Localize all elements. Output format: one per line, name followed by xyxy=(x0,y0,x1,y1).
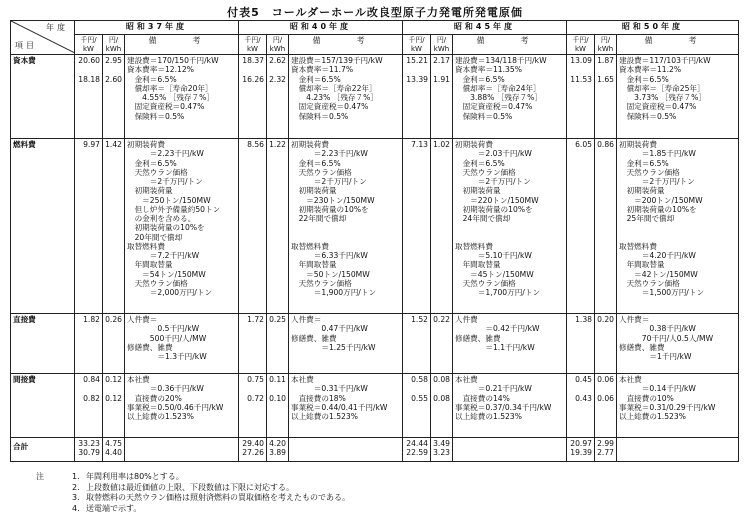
total-s40-gen: 4.20 3.89 xyxy=(267,438,289,462)
total-s40-cap: 29.40 27.26 xyxy=(239,438,267,462)
indirect-s37-notes: 本社費 ＝0.36千円/kW 直接費の20% 事業税＝0.50/0.46千円/kW 以上総費の1.523% xyxy=(125,374,239,438)
direct-s37-gen: 0.26 xyxy=(103,314,125,374)
fuel-s37-notes: 初期装荷費 ＝2.23千円/kW 金利＝6.5% 天然ウラン価格 ＝2千万円/トン 初期装荷量 ＝250トン/150MW 但し炉外予備量約50トン の金利を含める。 初期装荷量の10%を 20年間で償却 取替燃料費 ＝7.2千円/kW 年間取替量 ＝54トン/150MW 天然ウラン価格 ＝2,000万円/トン xyxy=(125,139,239,314)
unit-gen: 円/ kWh xyxy=(431,35,453,55)
direct-s40-gen: 0.25 xyxy=(267,314,289,374)
fuel-s40-notes: 初期装荷費 ＝2.23千円/kW 金利＝6.5% 天然ウラン価格 ＝2千万円/トン 初期装荷量 ＝230トン/150MW 初期装荷量の10%を 22年間で償却 取替燃料費 ＝6.33千円/kW 年間取替量 ＝50トン/150MW 天然ウラン価格 ＝1,900万円/トン xyxy=(289,139,403,314)
direct-s37-cap: 1.82 xyxy=(75,314,103,374)
unit-cap: 千円/ kW xyxy=(239,35,267,55)
notes-header: 備 考 xyxy=(125,35,239,55)
capital-s40-cap: 18.37 16.26 xyxy=(239,55,267,139)
footnote-text: 年間利用率は80%とする。 xyxy=(86,472,184,481)
indirect-s45-cap: 0.58 0.55 xyxy=(403,374,431,438)
fuel-s45-cap: 7.13 xyxy=(403,139,431,314)
unit-cap: 千円/ kW xyxy=(75,35,103,55)
row-label-total: 合計 xyxy=(11,438,75,462)
indirect-s45-notes: 本社費 ＝0.21千円/kW 直接費の14% 事業税＝0.37/0.34千円/kW 以上総費の1.523% xyxy=(453,374,567,438)
row-label-indirect: 間接費 xyxy=(11,374,75,438)
capital-s50-cap: 13.09 11.53 xyxy=(567,55,595,139)
total-s37-cap: 33.23 30.79 xyxy=(75,438,103,462)
fuel-s50-notes: 初期装荷費 ＝1.85千円/kW 金利＝6.5% 天然ウラン価格 ＝2千万円/トン 初期装荷量 ＝200トン/150MW 初期装荷量の10%を 25年間で償却 取替燃料費 ＝4.20千円/kW 年間取替量 ＝42トン/150MW 天然ウラン価格 ＝1,500万円/トン xyxy=(617,139,739,314)
era-header-s50: 昭和50年度 xyxy=(567,21,739,35)
direct-s50-cap: 1.38 xyxy=(567,314,595,374)
fuel-s50-gen: 0.86 xyxy=(595,139,617,314)
fuel-s40-gen: 1.22 xyxy=(267,139,289,314)
capital-s37-cap: 20.60 18.18 xyxy=(75,55,103,139)
notes-header: 備 考 xyxy=(453,35,567,55)
fuel-s45-gen: 1.02 xyxy=(431,139,453,314)
corner-item-label: 項目 xyxy=(15,41,37,51)
direct-s45-gen: 0.22 xyxy=(431,314,453,374)
total-s50-cap: 20.97 19.39 xyxy=(567,438,595,462)
unit-gen: 円/ kWh xyxy=(267,35,289,55)
footnote-item xyxy=(72,472,350,483)
indirect-s40-cap: 0.75 0.72 xyxy=(239,374,267,438)
corner-year-label: 年度 xyxy=(46,23,68,32)
capital-s40-gen: 2.62 2.32 xyxy=(267,55,289,139)
fuel-s45-notes: 初期装荷費 ＝2.03千円/kW 金利＝6.5% 天然ウラン価格 ＝2千万円/トン 初期装荷量 ＝220トン/150MW 初期装荷量の10%を 24年間で償却 取替燃料費 ＝5.10千円/kW 年間取替量 ＝45トン/150MW 天然ウラン価格 ＝1,700万円/トン xyxy=(453,139,567,314)
unit-cap: 千円/ kW xyxy=(567,35,595,55)
total-s45-cap: 24.44 22.59 xyxy=(403,438,431,462)
indirect-s40-gen: 0.11 0.10 xyxy=(267,374,289,438)
footnotes xyxy=(36,472,350,514)
indirect-s45-gen: 0.08 0.08 xyxy=(431,374,453,438)
indirect-s37-gen: 0.12 0.12 xyxy=(103,374,125,438)
capital-s37-gen: 2.95 2.60 xyxy=(103,55,125,139)
total-s45-notes xyxy=(453,438,567,462)
footnote-list xyxy=(36,472,350,514)
direct-s37-notes: 人件費＝ 0.5千円/kW 500千円/人/MW 修繕費、雑費 ＝1.3千円/kW xyxy=(125,314,239,374)
capital-s50-notes: 建設費＝117/103千円/kW 資本費率＝11.2% 金利＝6.5% 償却率＝［寿命25年］ 3.73% ［残存７%］ 固定資産税＝0.47% 保険料＝0.5% xyxy=(617,55,739,139)
footnote-item xyxy=(72,493,350,504)
fuel-s37-cap: 9.97 xyxy=(75,139,103,314)
unit-gen: 円/ kWh xyxy=(595,35,617,55)
footnote-number: 3. xyxy=(72,493,80,502)
direct-s40-notes: 人件費＝ 0.47千円/kW 修繕費、雑費 ＝1.25千円/kW xyxy=(289,314,403,374)
fuel-s40-cap: 8.56 xyxy=(239,139,267,314)
indirect-s37-cap: 0.84 0.82 xyxy=(75,374,103,438)
total-s37-gen: 4.75 4.40 xyxy=(103,438,125,462)
footnote-number: 1. xyxy=(72,472,80,481)
total-s50-notes xyxy=(617,438,739,462)
indirect-s50-gen: 0.06 0.06 xyxy=(595,374,617,438)
total-s40-notes xyxy=(289,438,403,462)
footnote-text: 送電端で示す。 xyxy=(86,503,142,513)
capital-s40-notes: 建設費＝157/139千円/kW 資本費率＝11.7% 金利＝6.5% 償却率＝［寿命22年］ 4.23% ［残存７%］ 固定資産税＝0.47% 保険料＝0.5% xyxy=(289,55,403,139)
total-s50-gen: 2.99 2.77 xyxy=(595,438,617,462)
footnote-number: 2. xyxy=(72,482,80,492)
unit-gen: 円/ kWh xyxy=(103,35,125,55)
total-s37-notes xyxy=(125,438,239,462)
table-row xyxy=(11,374,739,438)
fuel-s37-gen: 1.42 xyxy=(103,139,125,314)
unit-header-row xyxy=(11,35,739,55)
capital-s45-cap: 15.21 13.39 xyxy=(403,55,431,139)
era-header-s37: 昭和37年度 xyxy=(75,21,239,35)
table-title: 付表5 コールダーホール改良型原子力発電所発電原価 xyxy=(227,6,523,19)
era-header-row xyxy=(11,21,739,35)
corner-cell xyxy=(11,21,75,55)
notes-header: 備 考 xyxy=(617,35,739,55)
footnote-number: 4. xyxy=(72,503,80,513)
direct-s40-cap: 1.72 xyxy=(239,314,267,374)
row-label-fuel: 燃料費 xyxy=(11,139,75,314)
direct-s45-cap: 1.52 xyxy=(403,314,431,374)
capital-s45-notes: 建設費＝134/118千円/kW 資本費率＝11.35% 金利＝6.5% 償却率＝［寿命24年］ 3.88% ［残存７%］ 固定資産税＝0.47% 保険料＝0.5% xyxy=(453,55,567,139)
capital-s50-gen: 1.87 1.65 xyxy=(595,55,617,139)
indirect-s50-notes: 本社費 ＝0.14千円/kW 直接費の10% 事業税＝0.31/0.29千円/kW 以上総費の1.523% xyxy=(617,374,739,438)
table-row xyxy=(11,55,739,139)
total-s45-gen: 3.49 3.23 xyxy=(431,438,453,462)
capital-s37-notes: 建設費＝170/150千円/kW 資本費率＝12.12% 金利＝6.5% 償却率＝［寿命20年］ 4.55% ［残存７%］ 固定資産税＝0.47% 保険料＝0.5% xyxy=(125,55,239,139)
footnote-heading: 注 xyxy=(36,472,44,481)
footnote-item xyxy=(72,483,350,494)
row-label-direct: 直接費 xyxy=(11,314,75,374)
cost-table xyxy=(10,20,739,462)
capital-s45-gen: 2.17 1.91 xyxy=(431,55,453,139)
indirect-s40-notes: 本社費 ＝0.31千円/kW 直接費の18% 事業税＝0.44/0.41千円/kW 以上総費の1.523% xyxy=(289,374,403,438)
direct-s50-notes: 人件費＝ 0.38千円/kW 70千円/人0.5人/MW 修繕費、雑費 ＝1千円/kW xyxy=(617,314,739,374)
table-row xyxy=(11,438,739,462)
footnote-item xyxy=(72,504,350,515)
fuel-s50-cap: 6.05 xyxy=(567,139,595,314)
era-header-s45: 昭和45年度 xyxy=(403,21,567,35)
direct-s50-gen: 0.20 xyxy=(595,314,617,374)
table-row xyxy=(11,314,739,374)
notes-header: 備 考 xyxy=(289,35,403,55)
era-header-s40: 昭和40年度 xyxy=(239,21,403,35)
footnote-text: 上段数値は最近価値の上限、下段数値は下限に対応する。 xyxy=(86,482,294,492)
direct-s45-notes: 人件費 ＝0.42千円/kW 修繕費、雑費 ＝1.1千円/kW xyxy=(453,314,567,374)
unit-cap: 千円/ kW xyxy=(403,35,431,55)
row-label-capital: 資本費 xyxy=(11,55,75,139)
table-row xyxy=(11,139,739,314)
indirect-s50-cap: 0.45 0.43 xyxy=(567,374,595,438)
footnote-text: 取替燃料の天然ウラン価格は照射済燃料の買取価格を考えたものである。 xyxy=(86,493,350,502)
